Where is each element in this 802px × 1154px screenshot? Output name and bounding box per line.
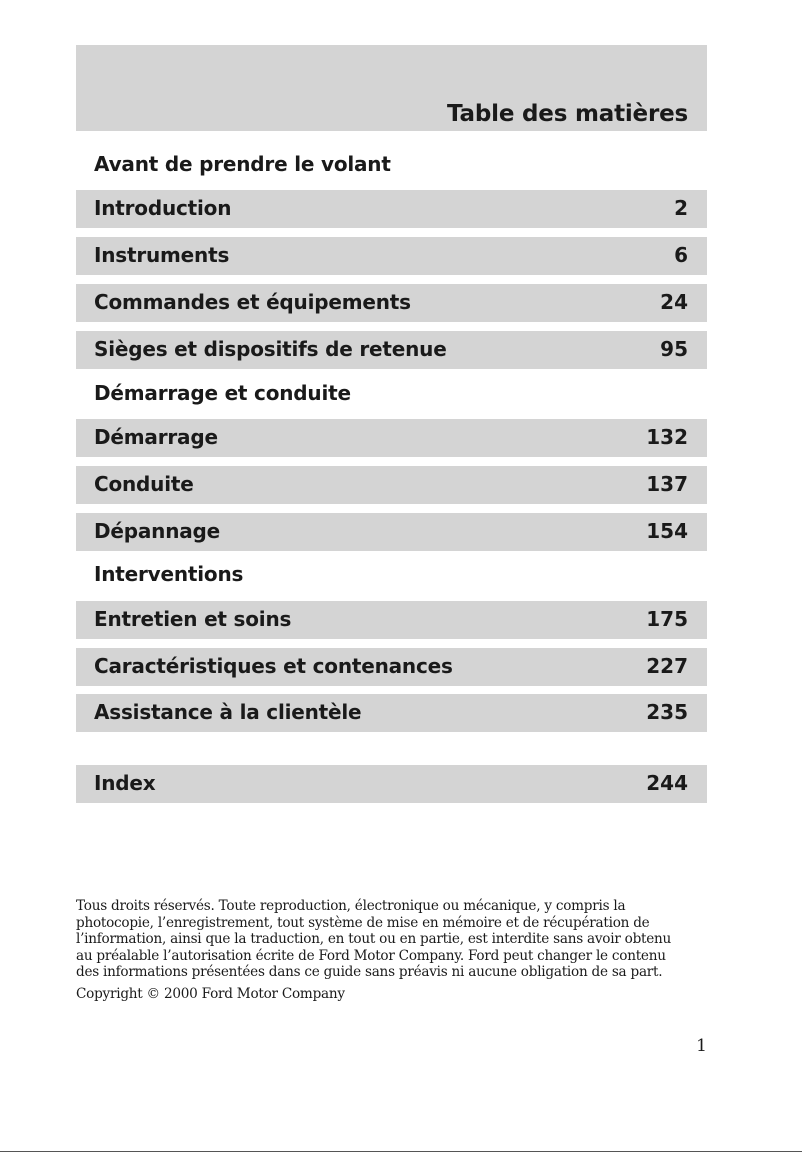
section-title-interventions: Interventions [94, 562, 244, 586]
page-title: Table des matières [447, 101, 688, 127]
legal-line: l’information, ainsi que la traduction, en tout ou en partie, est interdite sans avoir obtenu [76, 931, 672, 948]
toc-entry-label: Entretien et soins [94, 607, 292, 631]
legal-line: des informations présentées dans ce guide sans préavis ni aucune obligation de sa part. [76, 964, 663, 981]
toc-entry-commandes[interactable] [76, 284, 707, 322]
toc-entry-label: Commandes et équipements [94, 290, 411, 314]
toc-entry-sieges[interactable] [76, 331, 707, 369]
toc-entry-introduction[interactable] [76, 190, 707, 228]
toc-entry-label: Conduite [94, 472, 194, 496]
toc-entry-page: 154 [646, 519, 688, 543]
page-number: 1 [696, 1036, 707, 1056]
legal-line: photocopie, l’enregistrement, tout système de mise en mémoire et de récupération de [76, 914, 650, 931]
toc-entry-caracteristiques[interactable] [76, 648, 707, 686]
header-banner [76, 45, 707, 131]
toc-entry-page: 175 [646, 607, 688, 631]
toc-entry-page: 244 [646, 771, 688, 795]
legal-notice [76, 898, 716, 981]
toc-entry-entretien[interactable] [76, 601, 707, 639]
toc-entry-page: 24 [660, 290, 688, 314]
toc-entry-label: Caractéristiques et contenances [94, 654, 453, 678]
toc-entry-label: Dépannage [94, 519, 221, 543]
toc-entry-page: 95 [660, 337, 688, 361]
toc-entry-label: Sièges et dispositifs de retenue [94, 337, 447, 361]
toc-entry-demarrage[interactable] [76, 419, 707, 457]
toc-entry-page: 6 [674, 243, 688, 267]
toc-entry-page: 227 [646, 654, 688, 678]
section-title-avant: Avant de prendre le volant [94, 152, 391, 176]
toc-entry-page: 132 [646, 425, 688, 449]
toc-entry-index[interactable] [76, 765, 707, 803]
section-title-demarrage-conduite: Démarrage et conduite [94, 381, 351, 405]
toc-entry-label: Introduction [94, 196, 232, 220]
legal-line: Tous droits réservés. Toute reproduction, électronique ou mécanique, y compris la [76, 898, 626, 914]
toc-entry-page: 2 [674, 196, 688, 220]
toc-entry-label: Instruments [94, 243, 230, 267]
toc-entry-page: 137 [646, 472, 688, 496]
toc-entry-label: Index [94, 771, 156, 795]
toc-entry-label: Assistance à la clientèle [94, 700, 362, 724]
toc-entry-conduite[interactable] [76, 466, 707, 504]
toc-entry-label: Démarrage [94, 425, 218, 449]
copyright-notice: Copyright © 2000 Ford Motor Company [76, 986, 345, 1002]
toc-entry-page: 235 [646, 700, 688, 724]
toc-entry-assistance[interactable] [76, 694, 707, 732]
bottom-divider [0, 1151, 802, 1152]
legal-line: au préalable l’autorisation écrite de Ford Motor Company. Ford peut changer le contenu [76, 947, 666, 964]
toc-entry-instruments[interactable] [76, 237, 707, 275]
toc-entry-depannage[interactable] [76, 513, 707, 551]
